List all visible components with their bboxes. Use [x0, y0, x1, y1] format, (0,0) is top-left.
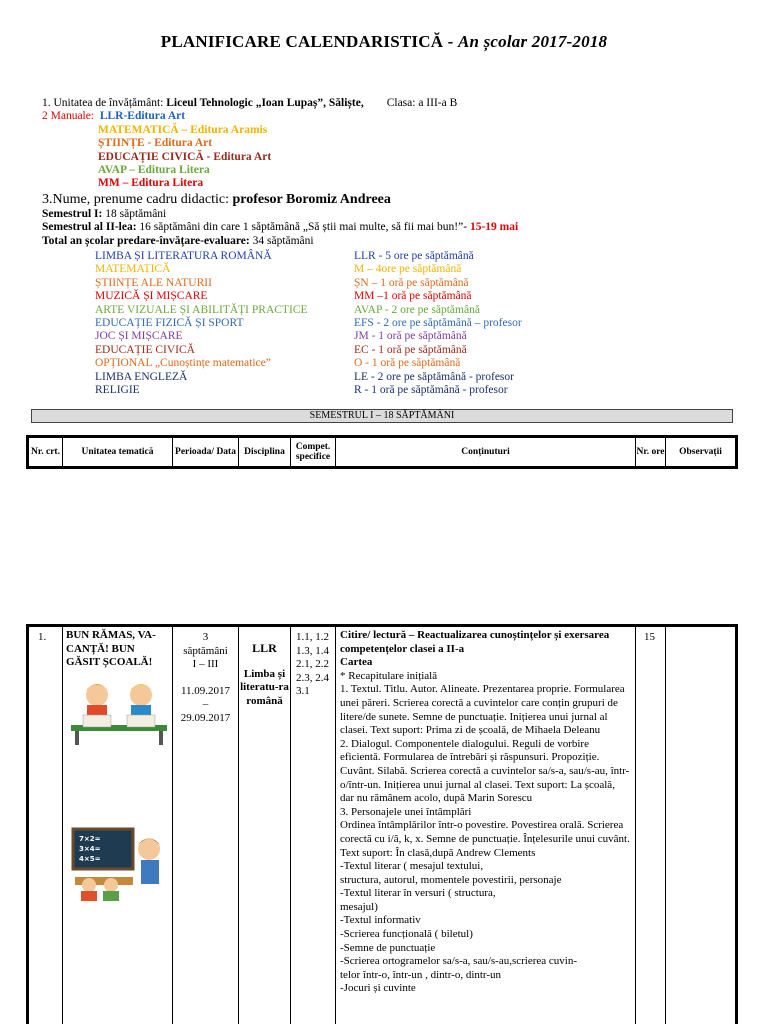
manual-item: MATEMATICĂ – Editura Aramis — [98, 123, 268, 136]
content-line: 3. Personajele unei întâmplări — [340, 805, 472, 818]
manual-item: LLR-Editura Art — [99, 110, 186, 123]
manuals-label: 2 Manuale: — [42, 110, 95, 123]
header-unit: Unitatea tematică — [63, 438, 173, 466]
teacher-name: profesor Boromiz Andreea — [232, 191, 391, 207]
content-line: telor într-o, într-un , dintr-o, dintr-un — [340, 968, 502, 981]
content-line: -Semne de punctuație — [340, 941, 436, 954]
sem2-label: Semestrul al II-lea: — [42, 221, 137, 234]
header-hours: Nr. ore — [636, 438, 666, 466]
subject-name: LIMBA ȘI LITERATURA ROMÂNĂ — [95, 250, 272, 262]
subject-hours: R - 1 oră pe săptămână - profesor — [354, 383, 508, 396]
title-year: An școlar 2017-2018 — [457, 32, 608, 51]
content-line: mesajul) — [340, 900, 378, 913]
competence: 2.1, 2.2 — [296, 658, 329, 671]
subject-name: EDUCAȚIE CIVICĂ — [95, 343, 195, 356]
weeks-label: săptămâni — [183, 644, 228, 657]
subject-name: ARTE VIZUALE ȘI ABILITĂȚI PRACTICE — [95, 303, 308, 316]
competence: 1.3, 1.4 — [296, 644, 329, 657]
teacher-row — [42, 191, 742, 208]
content-line: structura, autorul, momentele povestirii, personaje — [340, 873, 562, 886]
weeks-count: 3 — [202, 631, 209, 643]
content-title: Citire/ lectură – Reactualizarea cunoștințelor și exersarea competențelor clasei a II-a — [340, 629, 610, 655]
row-observations — [666, 627, 735, 1024]
header-content: Conținuturi — [336, 438, 636, 466]
subject-hours: MM –1 oră pe săptămână — [354, 290, 472, 303]
subject-name: ȘTIINȚE ALE NATURII — [95, 276, 212, 289]
subject-hours: O - 1 oră pe săptămână — [354, 357, 461, 370]
table-row — [26, 624, 738, 1024]
page-title — [0, 32, 768, 52]
manuals-row — [42, 110, 742, 123]
sem2-row — [42, 221, 742, 234]
manual-item: ȘTIINȚE - Editura Art — [98, 137, 213, 150]
unit-name: Liceul Tehnologic „Ioan Lupaș”, Săliște, — [166, 97, 364, 109]
row-hours: 15 — [636, 627, 666, 1024]
svg-text:7×2=: 7×2= — [79, 835, 101, 843]
competence: 3.1 — [296, 685, 310, 698]
title-dash: - — [443, 32, 458, 51]
row-content — [336, 627, 636, 1024]
subject-hours: LE - 2 ore pe săptămână - profesor — [354, 370, 514, 383]
total-value: 34 săptămâni — [249, 234, 314, 247]
content-line: -Textul literar în versuri ( structura, — [340, 887, 496, 900]
subject-hours: AVAP - 2 ore pe săptămână — [354, 303, 480, 316]
row-nr: 1. — [29, 627, 63, 1024]
content-subtitle: Cartea — [340, 656, 373, 669]
class-label: Clasa: a III-a B — [386, 97, 458, 109]
subject-name: OPȚIONAL „Cunoștințe matematice” — [95, 357, 271, 370]
teacher-label: 3.Nume, prenume cadru didactic: — [42, 191, 233, 207]
sem1-row — [42, 208, 742, 221]
header-nr: Nr. crt. — [29, 438, 63, 466]
content-line: 1. Textul. Titlu. Autor. Alineate. Prezentarea proprie. Formularea unei păreri. Scrierea corectă a cuvintelor care conțin grupuri de litere/de sunete. Semne de punctuație. Inițierea unui jurnal al clasei. Text suport: Prima zi de școală, de Mihaela Deleanu — [340, 683, 625, 737]
date-start: 11.09.2017 — [180, 684, 231, 697]
subject-name: LIMBA ENGLEZĂ — [95, 370, 188, 383]
unit-title: BUN RĂMAS, VA-CANȚĂ! BUN GĂSIT ȘCOALĂ! — [66, 629, 156, 669]
total-row — [42, 235, 742, 248]
unit-prefix: 1. Unitatea de învățământ: — [42, 97, 167, 109]
subject-hours: EFS - 2 ore pe săptămână – profesor — [354, 316, 522, 329]
weeks-range: I – III — [192, 658, 219, 671]
manuals-list — [42, 124, 742, 191]
content-line: 2. Dialogul. Componentele dialogului. Reguli de vorbire eficientă. Formularea de întrebări și răspunsuri. Propoziție. Cuvânt. Silabă. Scrierea corectă a cuvintelor sa/s-a, sau/s-au, într-o/într-un. Inițierea unui jurnal al clasei. Text suport: La școală, dar nu rămânem acolo, după Marin Sorescu — [340, 737, 630, 805]
content-line: -Jocuri și cuvinte — [340, 982, 416, 995]
total-label: Total an școlar predare-învățare-evaluare: — [42, 234, 250, 247]
unit-row — [42, 97, 742, 110]
row-unit — [63, 627, 173, 1024]
date-separator: – — [202, 698, 209, 711]
sem2-dates: 15-19 mai — [469, 221, 519, 234]
svg-text:4×5=: 4×5= — [79, 855, 101, 863]
content-line: -Textul literar ( mesajul textului, — [340, 860, 484, 873]
subject-name: JOC ȘI MIȘCARE — [95, 330, 183, 343]
subject-name: EDUCAȚIE FIZICĂ ȘI SPORT — [95, 316, 244, 329]
svg-text:3×4=: 3×4= — [79, 845, 101, 853]
discipline-abbr: LLR — [252, 641, 277, 655]
title-main: PLANIFICARE CALENDARISTICĂ — [160, 32, 444, 51]
header-period: Perioada/ Data — [173, 438, 239, 466]
manual-item: AVAP – Editura Litera — [98, 164, 210, 177]
header-observations: Observații — [679, 447, 722, 457]
subject-hours: ȘN – 1 oră pe săptămână — [354, 276, 469, 289]
table-header — [26, 435, 738, 469]
subject-hours: LLR - 5 ore pe săptămână — [354, 250, 474, 262]
subject-name: MUZICĂ ȘI MIȘCARE — [95, 290, 208, 303]
sem1-label: Semestrul I: — [42, 207, 103, 220]
content-line: -Textul informativ — [340, 914, 421, 927]
school-kids-icon — [69, 677, 169, 747]
competence: 1.1, 1.2 — [296, 631, 329, 643]
subject-hours: M – 4ore pe săptămână — [354, 263, 462, 276]
info-block — [42, 97, 742, 248]
content-line: -Scrierea funcțională ( biletul) — [340, 928, 473, 941]
subject-name: MATEMATICĂ — [95, 263, 171, 276]
row-discipline — [239, 627, 291, 1024]
discipline-name: Limba și literatu-ra română — [240, 667, 289, 707]
header-competences: Compet. specifice — [291, 438, 336, 466]
content-line: -Scrierea ortogramelor sa/s-a, sau/s-au,scrierea cuvin- — [340, 955, 577, 968]
sem2-value: 16 săptămâni din care 1 săptămână „Să știi mai multe, să fii mai bun!”- — [136, 221, 470, 234]
manual-item: EDUCAȚIE CIVICĂ - Editura Art — [98, 150, 272, 163]
sem1-value: 18 săptămâni — [102, 207, 167, 220]
row-competences — [291, 627, 336, 1024]
row-period — [173, 627, 239, 1024]
content-line: * Recapitulare inițială — [340, 669, 438, 682]
subject-hours: JM - 1 oră pe săptămână — [354, 330, 467, 343]
subject-hours: EC - 1 oră pe săptămână — [354, 343, 467, 356]
date-end: 29.09.2017 — [180, 711, 231, 724]
content-line: Ordinea întâmplărilor într-o povestire. Povestirea orală. Scrierea corectă cu i/â, k, x. Semne de punctuație. Înțelesurile unui cuvânt. Text suport: În clasă,după Andrew Clements — [340, 819, 630, 859]
competence: 2.3, 2.4 — [296, 671, 329, 684]
semester-bar: SEMESTRUL I – 18 SĂPTĂMÂNI — [31, 409, 733, 423]
subject-name: RELIGIE — [95, 383, 140, 396]
teacher-blackboard-icon — [71, 827, 169, 901]
header-discipline: Disciplina — [239, 438, 291, 466]
manual-item: MM – Editura Litera — [98, 177, 204, 190]
